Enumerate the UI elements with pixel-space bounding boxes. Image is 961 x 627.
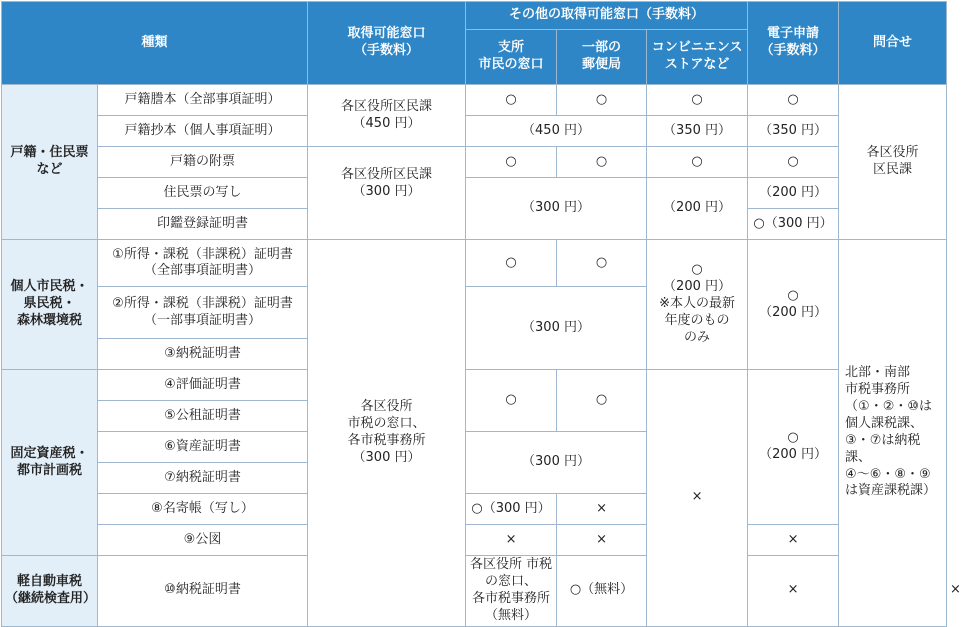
window-kuminka-300: 各区役所区民課 （300 円）: [308, 147, 466, 240]
fee-table: 種類 取得可能窓口 （手数料） その他の取得可能窓口（手数料） 電子申請 （手数料） 問合せ 支所 市民の窓口 一部の 郵便局 コンビニエンス ストアなど 戸籍・住民票 など 戸籍謄本（全部事項証明） 各区役所区民課 （450 円） ○ ○ ○ ○ 各区役所 区民課 戸籍抄本（個人事項証明） （450 円） （350 円） （350 円） 戸籍の附票 各区役所区民課 （300 円） ○ ○ ○ ○ 住民票の写し （300 円） （200 円） （200 円） 印鑑登録証明書 ○（300 円） 個人市民税・ 県民税・ 森林環境税 ①所得・課税（非課税）証明書 （全部事項証明書） 各区役所 市税の窓口、 各市税事務所 （300 円） ○ ○ ○ （200 円） ※本人の最新 年度のもの のみ ○ （200 円） 北部・南部 市税事務所 （①・②・⑩は 個人課税課、 ③・⑦は納税課、 ④～⑥・⑧・⑨ は資産課税課） ②所得・課税（非課税）証明書 （一部事項証明書） （300 円） ③納税証明書 固定資産税・ 都市計画税 ④評価証明書 ○ ○ × ○ （200 円） ⑤公租証明書 ⑥資産証明書 （300 円） ⑦納税証明書 ⑧名寄帳（写し） ○（300 円） × ⑨公図 × × × 軽自動車税 （継続検査用） ⑩納税証明書 各区役所 市税の窓口、 各市税事務所（無料） ○（無料） × ×: [1, 1, 947, 627]
header-type: 種類: [2, 2, 308, 85]
window-kei-free: 各区役所 市税の窓口、 各市税事務所（無料）: [466, 556, 557, 627]
category-koseki: 戸籍・住民票 など: [2, 85, 98, 240]
item-koso: ⑤公租証明書: [98, 401, 308, 432]
header-branch: 支所 市民の窓口: [466, 30, 557, 85]
convenience-fee-350: （350 円）: [647, 116, 748, 147]
convenience-fee-200: （200 円）: [647, 178, 748, 240]
item-fuhyo: 戸籍の附票: [98, 147, 308, 178]
electronic-ok: ○: [748, 147, 839, 178]
branch-ok: ○: [466, 147, 557, 178]
post-ok: ○: [557, 147, 647, 178]
item-nozei-property: ⑦納税証明書: [98, 463, 308, 494]
category-kei-car-tax: 軽自動車税 （継続検査用）: [2, 556, 98, 627]
category-personal-tax: 個人市民税・ 県民税・ 森林環境税: [2, 240, 98, 370]
electronic-inkan-300: ○（300 円）: [748, 209, 839, 240]
branch-post-fee-450: （450 円）: [466, 116, 647, 147]
item-kozu: ⑨公図: [98, 525, 308, 556]
header-other-windows: その他の取得可能窓口（手数料）: [466, 2, 748, 30]
electronic-fee-200: （200 円）: [748, 178, 839, 209]
category-property-tax: 固定資産税・ 都市計画税: [2, 370, 98, 556]
item-koseki-shohon: 戸籍抄本（個人事項証明）: [98, 116, 308, 147]
electronic-personal-tax: ○ （200 円）: [748, 240, 839, 370]
inquiry-kuminka: 各区役所 区民課: [839, 85, 947, 240]
item-hyoka: ④評価証明書: [98, 370, 308, 401]
item-inkan: 印鑑登録証明書: [98, 209, 308, 240]
header-post: 一部の 郵便局: [557, 30, 647, 85]
post-ok: ○: [557, 370, 647, 432]
inquiry-shizei-jimusho: 北部・南部 市税事務所 （①・②・⑩は 個人課税課、 ③・⑦は納税課、 ④～⑥・⑧・⑨ は資産課税課）: [839, 240, 947, 627]
header-electronic: 電子申請 （手数料）: [748, 2, 839, 85]
window-shizei-300: 各区役所 市税の窓口、 各市税事務所 （300 円）: [308, 240, 466, 627]
item-koseki-tohon: 戸籍謄本（全部事項証明）: [98, 85, 308, 116]
branch-free: ○（無料）: [557, 556, 647, 627]
branch-ng: ×: [466, 525, 557, 556]
item-shisan: ⑥資産証明書: [98, 432, 308, 463]
electronic-fee-350: （350 円）: [748, 116, 839, 147]
header-convenience: コンビニエンス ストアなど: [647, 30, 748, 85]
branch-ok: ○: [466, 240, 557, 287]
header-inquiry: 問合せ: [839, 2, 947, 85]
item-nayose: ⑧名寄帳（写し）: [98, 494, 308, 525]
window-kuminka-450: 各区役所区民課 （450 円）: [308, 85, 466, 147]
item-juminhyo: 住民票の写し: [98, 178, 308, 209]
electronic-ng: ×: [748, 525, 839, 556]
item-shotoku-ichibu: ②所得・課税（非課税）証明書 （一部事項証明書）: [98, 287, 308, 339]
branch-post-fee-300: （300 円）: [466, 432, 647, 494]
branch-nayose-300: ○（300 円）: [466, 494, 557, 525]
electronic-ok: ○: [748, 85, 839, 116]
item-nozei-kei: ⑩納税証明書: [98, 556, 308, 627]
branch-ok: ○: [466, 85, 557, 116]
convenience-ng: ×: [647, 370, 748, 627]
electronic-property-tax: ○ （200 円）: [748, 370, 839, 525]
branch-post-fee-300: （300 円）: [466, 287, 647, 370]
branch-ok: ○: [466, 370, 557, 432]
post-ok: ○: [557, 85, 647, 116]
post-ng: ×: [557, 525, 647, 556]
branch-post-fee-300: （300 円）: [466, 178, 647, 240]
post-ok: ○: [557, 240, 647, 287]
item-shotoku-zenbu: ①所得・課税（非課税）証明書 （全部事項証明書）: [98, 240, 308, 287]
post-ng: ×: [557, 494, 647, 525]
header-acquisition: 取得可能窓口 （手数料）: [308, 2, 466, 85]
convenience-ok: ○: [647, 147, 748, 178]
post-ng: ×: [748, 556, 839, 627]
convenience-ok: ○: [647, 85, 748, 116]
convenience-personal-tax: ○ （200 円） ※本人の最新 年度のもの のみ: [647, 240, 748, 370]
item-nozei-personal: ③納税証明書: [98, 339, 308, 370]
